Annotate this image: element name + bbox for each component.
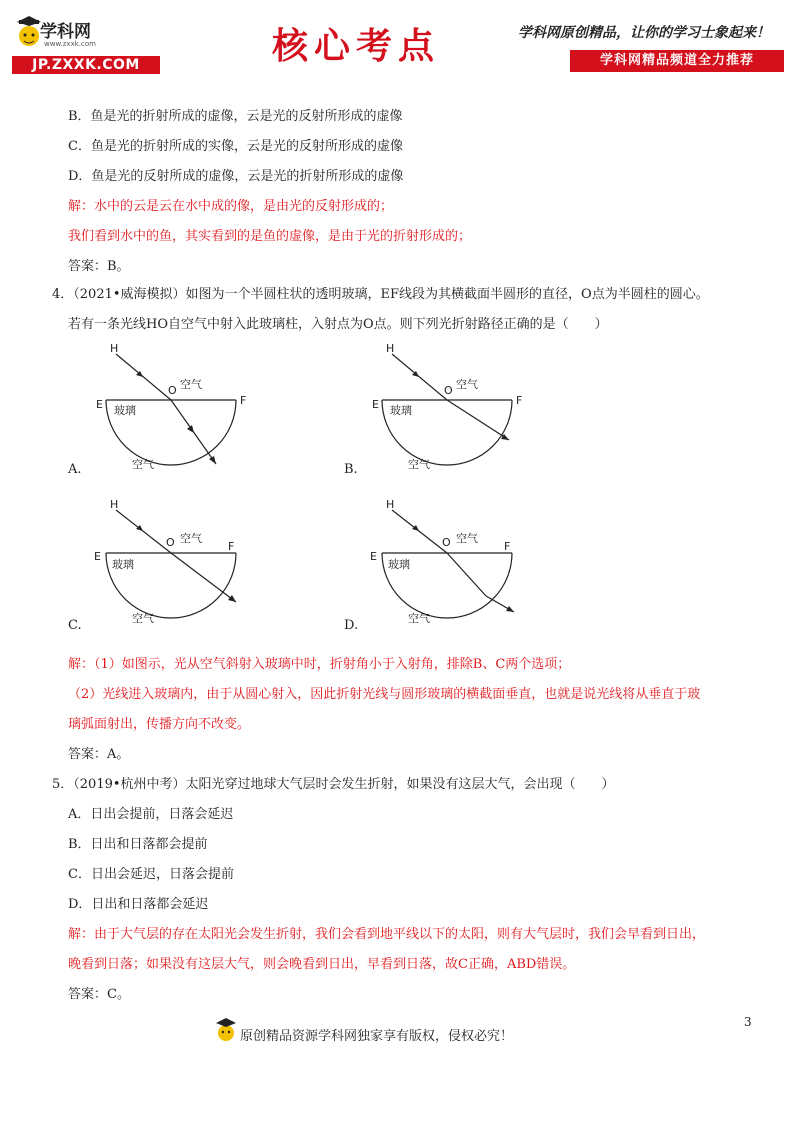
diagram-b [364,342,554,472]
q3-option-b: B．鱼是光的折射所成的虚像，云是光的反射所形成的虚像 [68,109,403,124]
label-o: O [166,536,175,549]
q3-option-d: D．鱼是光的反射所成的虚像，云是光的折射所形成的虚像 [68,169,404,184]
q5-solution-line: 晚看到日落；如果没有这层大气，则会晚看到日出，早看到日落，故C正确，ABD错误。 [68,957,576,972]
q3-answer: 答案：B。 [68,259,130,274]
q4-solution-line: （2）光线进入玻璃内，由于从圆心射入，因此折射光线与圆形玻璃的横截面垂直，也就是说光线将从垂直于玻 [68,687,701,702]
q4-option-c: C. [68,618,82,633]
q5-stem: 5．（2019•杭州中考）太阳光穿过地球大气层时会发生折射，如果没有这层大气，会出现（ ） [52,777,615,792]
logo-domain: JP.ZXXK.COM [12,56,160,74]
label-o: O [444,384,453,397]
label-e: E [96,398,103,411]
page-title: 核心考点 [272,25,441,67]
label-e: E [370,550,377,563]
q4-stem: 4．（2021•威海模拟）如图为一个半圆柱状的透明玻璃，EF线段为其横截面半圆形的直径，O点为半圆柱的圆心。 [52,287,709,302]
label-f: F [516,394,523,407]
label-h: H [110,342,119,355]
mascot-icon [214,1016,238,1046]
q4-solution-line: 璃弧面射出，传播方向不改变。 [68,717,251,732]
diagram-a [88,342,278,472]
label-o: O [168,384,177,397]
q5-option-d: D．日出和日落都会延迟 [68,897,209,912]
label-e: E [94,550,101,563]
q3-solution-line: 我们看到水中的鱼，其实看到的是鱼的虚像，是由于光的折射形成的； [68,229,472,244]
diagram-d [364,498,554,628]
q3-option-c: C．鱼是光的折射所成的实像，云是光的反射所形成的虚像 [68,139,403,154]
channel-banner: 学科网精品频道全力推荐 [570,50,784,72]
logo-url: www.zxxk.com [44,40,96,48]
q5-solution-line: 解：由于大气层的存在太阳光会发生折射，我们会看到地平线以下的太阳，则有大气层时，我们会早看到日出， [68,927,706,942]
label-f: F [228,540,235,553]
q5-option-b: B．日出和日落都会提前 [68,837,208,852]
q4-option-b: B. [344,462,358,477]
label-air-bottom: 空气 [132,612,154,625]
label-glass: 玻璃 [114,404,136,417]
footer-copyright: 原创精品资源学科网独家享有版权，侵权必究！ [240,1029,514,1044]
label-air-top: 空气 [180,532,202,545]
label-f: F [240,394,247,407]
diagram-c [88,498,278,628]
q5-option-c: C．日出会延迟，日落会提前 [68,867,234,882]
slogan: 学科网原创精品，让你的学习士象起来！ [518,25,770,41]
q4-solution-line: 解：（1）如图示，光从空气斜射入玻璃中时，折射角小于入射角，排除B、C两个选项； [68,657,571,672]
label-e: E [372,398,379,411]
label-glass: 玻璃 [112,558,134,571]
label-f: F [504,540,511,553]
label-air-bottom: 空气 [408,612,430,625]
label-o: O [442,536,451,549]
label-h: H [386,342,395,355]
label-air-top: 空气 [456,378,478,391]
label-air-bottom: 空气 [132,458,154,471]
page-number: 3 [744,1015,752,1029]
label-h: H [386,498,395,511]
label-h: H [110,498,119,511]
q4-stem: 若有一条光线HO自空气中射入此玻璃柱，入射点为O点。则下列光折射路径正确的是（ ） [68,317,608,332]
q4-option-a: A. [68,462,82,477]
q3-solution-line: 解：水中的云是云在水中成的像，是由光的反射形成的； [68,199,394,214]
label-glass: 玻璃 [388,558,410,571]
q5-option-a: A．日出会提前，日落会延迟 [68,807,234,822]
label-glass: 玻璃 [390,404,412,417]
label-air-top: 空气 [180,378,202,391]
label-air-bottom: 空气 [408,458,430,471]
logo-name: 学科网 [40,22,91,42]
label-air-top: 空气 [456,532,478,545]
q4-answer: 答案：A。 [68,747,130,762]
q5-answer: 答案：C。 [68,987,130,1002]
q4-option-d: D. [344,618,359,633]
